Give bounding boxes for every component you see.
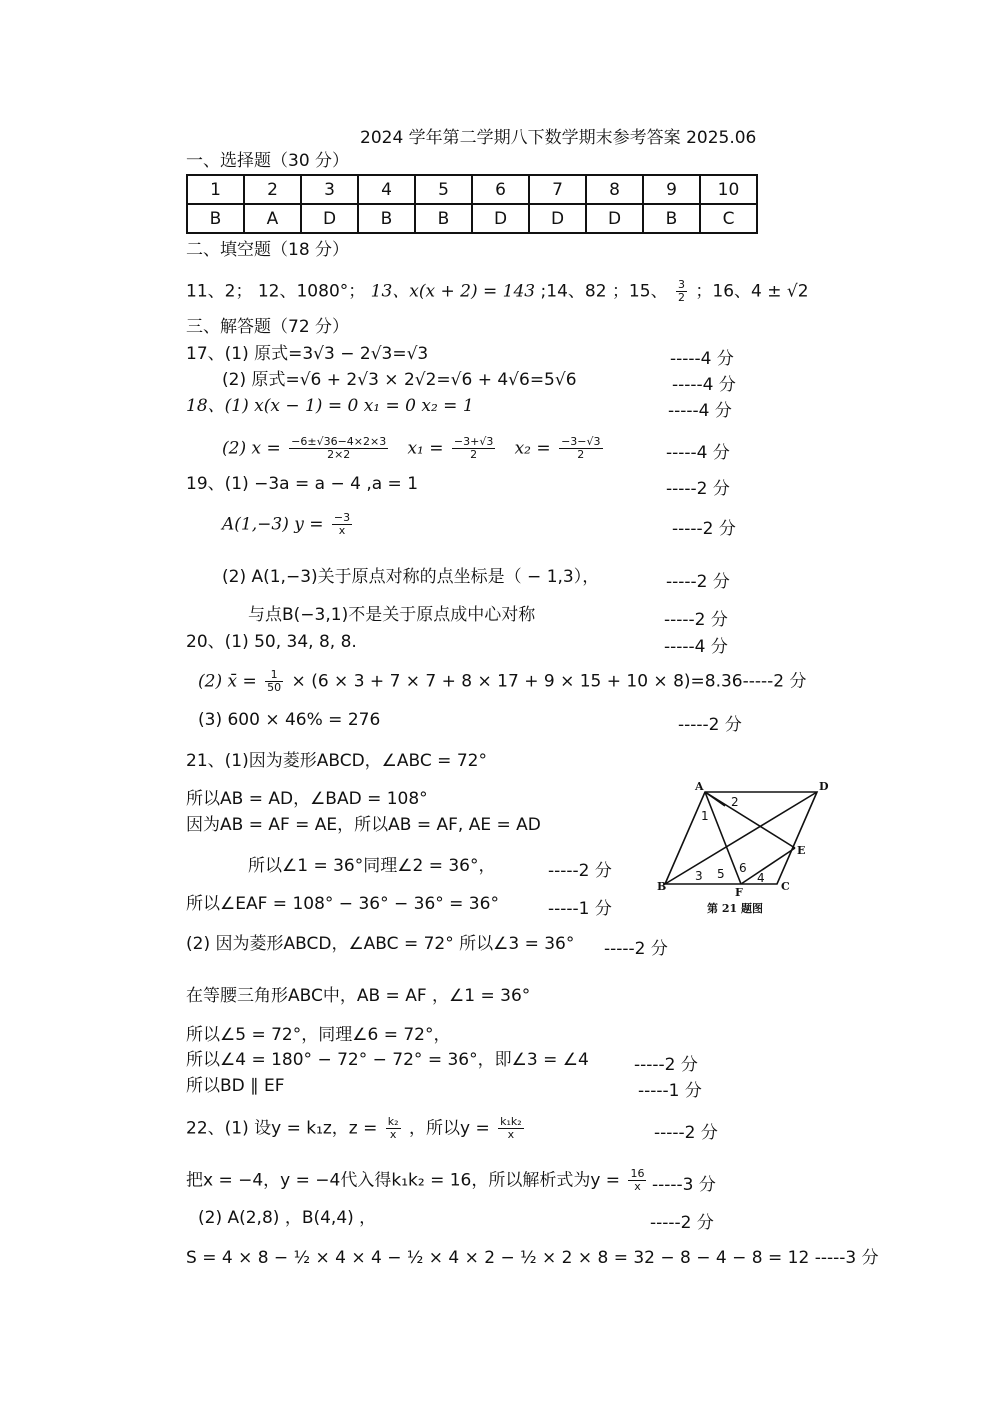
answer-15-prefix: ；15、 — [611, 281, 668, 302]
angle-label-2: 2 — [731, 795, 739, 809]
question-number-cell: 8 — [586, 175, 643, 204]
answer-13: 13、x(x + 2) = 143 — [370, 281, 536, 302]
q21-score9: -----2 分 — [634, 1055, 698, 1075]
q17-part1: 17、(1) 原式=3√3 − 2√3=√3 — [186, 344, 429, 364]
label-D: D — [819, 780, 829, 793]
table-row — [187, 175, 757, 204]
q19-point-and-function: A(1,−3) y = — [222, 514, 324, 535]
q19-score2: -----2 分 — [672, 519, 736, 539]
q19-part1b — [222, 512, 355, 537]
fraction-numerator: k₁k₂ — [500, 1115, 522, 1128]
q22-setup-a: 22、(1) 设y = k₁z，z = — [186, 1118, 378, 1139]
q21-line8: 所以∠5 = 72°，同理∠6 = 72°， — [186, 1025, 451, 1045]
answer-cell: D — [301, 204, 358, 233]
q21-line7: 在等腰三角形ABC中，AB = AF ，∠1 = 36° — [186, 986, 531, 1006]
choice-answer-table — [186, 174, 758, 234]
fraction-denominator: x — [389, 1128, 397, 1141]
fraction-denominator: 2 — [470, 448, 478, 461]
q20-fraction — [265, 669, 283, 694]
q22-part3: (2) A(2,8) ，B(4,4) ， — [198, 1208, 377, 1228]
section-fill-heading: 二、填空题（18 分） — [186, 240, 350, 260]
q18-part1: 18、(1) x(x − 1) = 0 x₁ = 0 x₂ = 1 — [186, 396, 474, 416]
answer-cell: B — [358, 204, 415, 233]
fraction-numerator: 3 — [677, 278, 685, 291]
q22-fraction-result — [628, 1168, 646, 1193]
q18-part2 — [222, 436, 606, 461]
q21-score4: -----2 分 — [548, 861, 612, 881]
fraction-denominator: 50 — [267, 681, 282, 694]
q17-score2: -----4 分 — [672, 375, 736, 395]
answer-14: ;14、82 — [540, 281, 607, 302]
fraction-numerator: −3+√3 — [453, 435, 494, 448]
angle-label-6: 6 — [739, 861, 747, 875]
q18-formula-fraction — [289, 436, 388, 461]
question-number-cell: 5 — [415, 175, 472, 204]
q21-line9: 所以∠4 = 180° − 72° − 72° = 36°，即∠3 = ∠4 — [186, 1050, 589, 1070]
question-number-cell: 6 — [472, 175, 529, 204]
q22-fraction-z — [386, 1116, 401, 1141]
q21-score10: -----1 分 — [638, 1081, 702, 1101]
segment-ef — [741, 848, 795, 884]
q22-part4: S = 4 × 8 − ½ × 4 × 4 − ½ × 4 × 2 − ½ × 2 × 8 = 32 − 8 − 4 − 8 = 12 -----3 分 — [186, 1248, 879, 1268]
q19-part2: (2) A(1,−3)关于原点对称的点坐标是（ − 1,3）， — [222, 567, 600, 587]
question-number-cell: 4 — [358, 175, 415, 204]
answer-11: 11、2； — [186, 281, 253, 302]
answer-cell: B — [187, 204, 244, 233]
q20-score1: -----4 分 — [664, 637, 728, 657]
answer-cell: A — [244, 204, 301, 233]
fraction-numerator: −6±√36−4×2×3 — [291, 435, 387, 448]
fraction-denominator: 2×2 — [327, 448, 351, 461]
question-number-cell: 10 — [700, 175, 757, 204]
label-C: C — [781, 880, 790, 893]
q19-part1: 19、(1) −3a = a − 4 ,a = 1 — [186, 474, 419, 494]
question-number-cell: 7 — [529, 175, 586, 204]
q18-x-label: (2) x = — [222, 438, 281, 459]
figure-caption: 第 21 题图 — [707, 902, 763, 915]
angle-label-4: 4 — [757, 871, 765, 885]
fraction-numerator: −3−√3 — [561, 435, 601, 448]
q19-part3: 与点B(−3,1)不是关于原点成中心对称 — [248, 605, 536, 625]
q18-x2-label: x₂ = — [514, 438, 551, 459]
q19-score1: -----2 分 — [666, 479, 730, 499]
section-solve-heading: 三、解答题（72 分） — [186, 317, 350, 337]
angle-label-1: 1 — [701, 809, 709, 823]
q19-fraction — [332, 512, 352, 537]
angle-label-3: 3 — [695, 869, 703, 883]
q21-line2: 所以AB = AD，∠BAD = 108° — [186, 789, 428, 809]
label-F: F — [735, 886, 743, 899]
q18-x2-fraction — [559, 436, 602, 461]
fraction-numerator: 16 — [630, 1167, 645, 1180]
fraction-denominator: 2 — [577, 448, 585, 461]
question-number-cell: 1 — [187, 175, 244, 204]
q17-score1: -----4 分 — [670, 349, 734, 369]
segment-ae — [705, 792, 795, 848]
q18-score2: -----4 分 — [666, 443, 730, 463]
fraction-denominator: x — [634, 1180, 641, 1193]
answer-cell: B — [643, 204, 700, 233]
fraction-denominator: x — [507, 1128, 515, 1141]
q20-part1: 20、(1) 50, 34, 8, 8. — [186, 632, 357, 652]
q21-line4: 所以∠1 = 36°同理∠2 = 36°， — [248, 856, 496, 876]
answer-16: ；16、4 ± √2 — [695, 281, 809, 302]
answer-15-fraction — [676, 279, 687, 304]
q21-line5: 所以∠EAF = 108° − 36° − 36° = 36° — [186, 894, 499, 914]
q21-score5: -----1 分 — [548, 899, 612, 919]
q22-score3: -----2 分 — [650, 1213, 714, 1233]
q18-score1: -----4 分 — [668, 401, 732, 421]
fraction-numerator: k₂ — [387, 1115, 399, 1128]
fraction-numerator: 1 — [265, 669, 283, 682]
answer-cell: B — [415, 204, 472, 233]
fraction-denominator: 2 — [677, 291, 685, 304]
answer-cell: C — [700, 204, 757, 233]
q22-fraction-y — [498, 1116, 524, 1141]
q20-part2 — [198, 669, 807, 694]
fraction-numerator: −3 — [333, 511, 351, 524]
table-row — [187, 204, 757, 233]
q22-part1 — [186, 1116, 527, 1141]
q21-score6: -----2 分 — [604, 939, 668, 959]
answer-cell: D — [586, 204, 643, 233]
q20-score3: -----2 分 — [678, 715, 742, 735]
fraction-denominator: x — [338, 524, 346, 537]
q21-line10: 所以BD ∥ EF — [186, 1076, 285, 1096]
question-number-cell: 2 — [244, 175, 301, 204]
question-number-cell: 3 — [301, 175, 358, 204]
question-number-cell: 9 — [643, 175, 700, 204]
section-choice-heading: 一、选择题（30 分） — [186, 151, 350, 171]
q21-line6: (2) 因为菱形ABCD，∠ABC = 72° 所以∠3 = 36° — [186, 934, 575, 954]
q21-line1: 21、(1)因为菱形ABCD，∠ABC = 72° — [186, 751, 487, 771]
angle-label-5: 5 — [717, 867, 725, 881]
q18-x1-fraction — [452, 436, 495, 461]
q20-mean-expression: × (6 × 3 + 7 × 7 + 8 × 17 + 9 × 15 + 10 × 8)=8.36-----2 分 — [291, 671, 807, 692]
answer-cell: D — [472, 204, 529, 233]
q20-mean-label: (2) x̄ = — [198, 671, 257, 692]
answer-cell: D — [529, 204, 586, 233]
q21-rhombus-figure — [655, 778, 835, 918]
q17-part2: (2) 原式=√6 + 2√3 × 2√2=√6 + 4√6=5√6 — [222, 370, 577, 390]
q22-part2 — [186, 1168, 649, 1193]
label-B: B — [657, 880, 667, 893]
q18-x1-label: x₁ = — [407, 438, 444, 459]
q22-substitution: 把x = −4，y = −4代入得k₁k₂ = 16，所以解析式为y = — [186, 1170, 621, 1191]
q19-score3: -----2 分 — [666, 572, 730, 592]
q22-score1: -----2 分 — [654, 1123, 718, 1143]
label-A: A — [695, 780, 704, 793]
page-title: 2024 学年第二学期八下数学期末参考答案 2025.06 — [360, 128, 757, 148]
q20-part3: (3) 600 × 46% = 276 — [198, 710, 381, 730]
q22-setup-b: ，所以y = — [408, 1118, 490, 1139]
q22-score2: -----3 分 — [652, 1175, 716, 1195]
fill-answers-line — [186, 279, 809, 304]
q21-line3: 因为AB = AF = AE，所以AB = AF, AE = AD — [186, 815, 541, 835]
q19-score4: -----2 分 — [664, 610, 728, 630]
answer-12: 12、1080°； — [257, 281, 366, 302]
label-E: E — [797, 844, 806, 857]
